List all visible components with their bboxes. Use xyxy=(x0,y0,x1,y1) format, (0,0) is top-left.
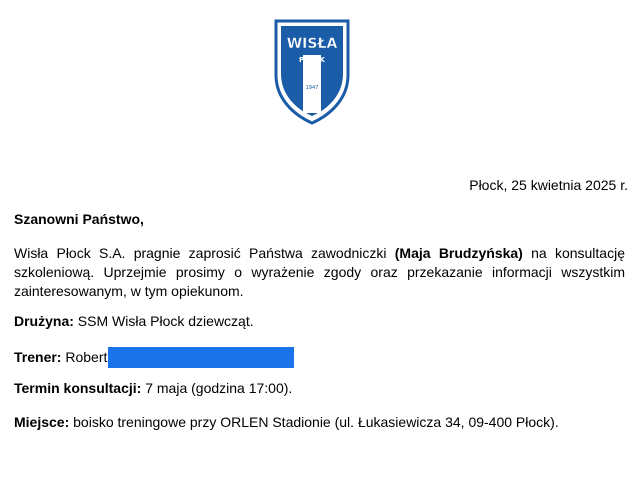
greeting: Szanowni Państwo, xyxy=(14,211,144,227)
coach-label: Trener: xyxy=(14,349,62,365)
intro-paragraph xyxy=(14,244,625,301)
place-value: boisko treningowe przy ORLEN Stadionie (ul. Łukasiewicza 34, 09-400 Płock). xyxy=(69,414,559,430)
logo-name: WISŁA xyxy=(286,36,338,52)
club-crest-logo xyxy=(272,17,352,127)
term-value: 7 maja (godzina 17:00). xyxy=(141,380,293,396)
team-row xyxy=(14,313,254,329)
letter-date: Płock, 25 kwietnia 2025 r. xyxy=(469,177,628,193)
term-label: Termin konsultacji: xyxy=(14,380,142,396)
redaction-box xyxy=(108,347,294,368)
coach-value: Robert xyxy=(61,349,108,365)
logo-year: 1947 xyxy=(305,85,319,91)
place-row xyxy=(14,414,559,430)
place-label: Miejsce: xyxy=(14,414,70,430)
logo-city: PŁOCK xyxy=(299,56,325,64)
intro-text-end: na konsultację szkoleniową. Uprzejmie prosimy o wyrażenie zgody oraz przekazanie informacji wszystkim zainteresowanym, w tym opiekunom. xyxy=(14,245,625,299)
team-value: SSM Wisła Płock dziewcząt. xyxy=(73,313,254,329)
team-label: Drużyna: xyxy=(14,313,74,329)
term-row xyxy=(14,380,292,396)
intro-text-start: Wisła Płock S.A. pragnie zaprosić Państwa zawodniczki xyxy=(14,245,395,261)
player-name: (Maja Brudzyńska) xyxy=(394,245,523,261)
coach-row xyxy=(14,347,294,368)
